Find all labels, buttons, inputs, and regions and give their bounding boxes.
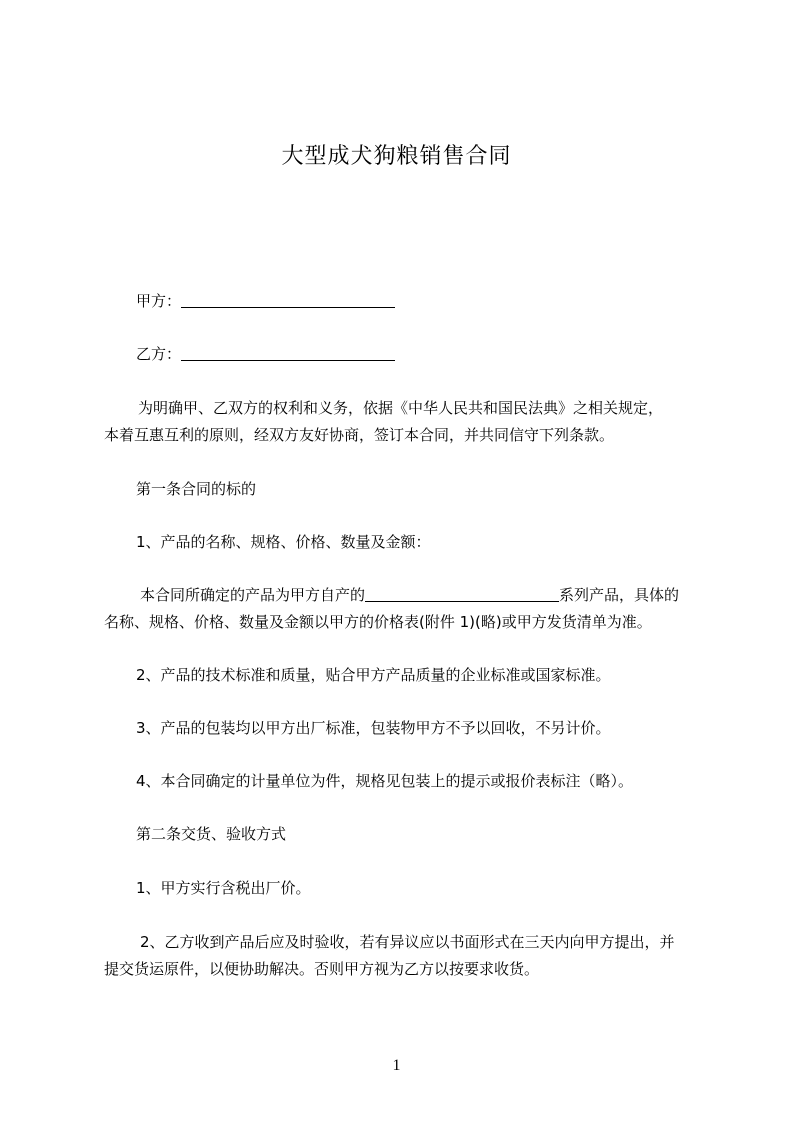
item-2-2-line-1: 2、乙方收到产品后应及时验收，若有异议应以书面形式在三天内向甲方提出，并 bbox=[140, 933, 675, 951]
article-1-heading: 第一条合同的标的 bbox=[136, 480, 257, 498]
product-series-blank bbox=[365, 586, 559, 602]
preamble-line-1: 为明确甲、乙双方的权利和义务，依据《中华人民共和国民法典》之相关规定， bbox=[138, 399, 664, 417]
party-a-blank bbox=[181, 292, 395, 308]
party-b-line bbox=[136, 344, 736, 364]
party-b-blank bbox=[181, 345, 395, 361]
item-1-1-text-line-2: 名称、规格、价格、数量及金额以甲方的价格表(附件 1)(略)或甲方发货清单为准。 bbox=[104, 613, 652, 631]
item-1-1-text-line-1 bbox=[140, 585, 740, 605]
document-title: 大型成犬狗粮销售合同 bbox=[281, 144, 512, 169]
party-a-line bbox=[136, 291, 736, 311]
party-b-label: 乙方： bbox=[136, 345, 182, 363]
article-2-heading: 第二条交货、验收方式 bbox=[136, 825, 287, 843]
item-1-1-text-a: 本合同所确定的产品为甲方自产的 bbox=[140, 586, 366, 604]
item-2-1: 1、甲方实行含税出厂价。 bbox=[136, 879, 311, 897]
party-a-label: 甲方： bbox=[136, 292, 182, 310]
item-1-4: 4、本合同确定的计量单位为件，规格见包装上的提示或报价表标注（略）。 bbox=[136, 772, 634, 790]
item-2-2-line-2: 提交货运原件，以便协助解决。否则甲方视为乙方以按要求收货。 bbox=[104, 960, 540, 978]
item-1-1-text-b: 系列产品，具体的 bbox=[559, 586, 680, 604]
item-1-3: 3、产品的包装均以甲方出厂标准，包装物甲方不予以回收，不另计价。 bbox=[136, 719, 611, 737]
page-number: 1 bbox=[392, 1057, 401, 1074]
item-1-1: 1、产品的名称、规格、价格、数量及金额： bbox=[136, 533, 431, 551]
preamble-line-2: 本着互惠互利的原则，经双方友好协商，签订本合同，并共同信守下列条款。 bbox=[104, 426, 615, 444]
item-1-2: 2、产品的技术标准和质量，贴合甲方产品质量的企业标准或国家标准。 bbox=[136, 666, 611, 684]
